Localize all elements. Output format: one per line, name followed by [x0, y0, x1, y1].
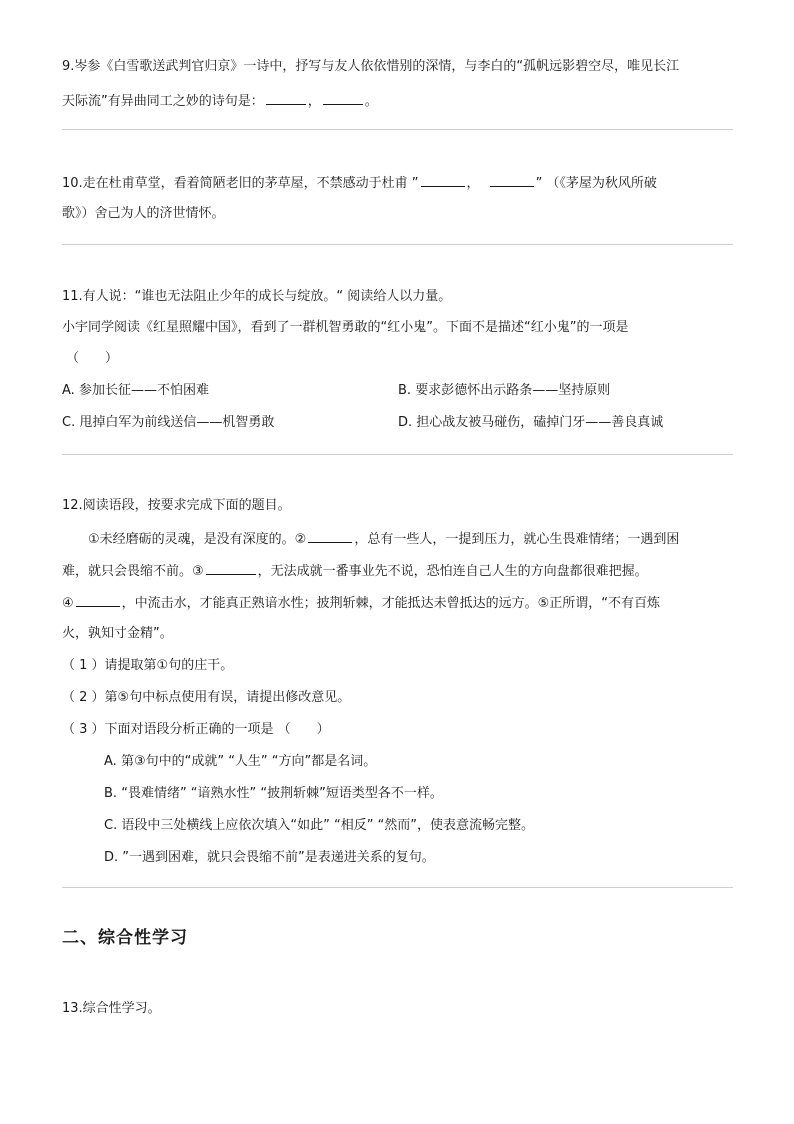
q11-answer-paren: （ ）	[66, 351, 119, 366]
q11-line-1: 11.有人说：“谁也无法阻止少年的成长与绽放。“ 阅读给人以力量。	[62, 289, 452, 304]
q12-option-a[interactable]	[104, 753, 376, 771]
section-heading: 二、综合性学习	[62, 928, 188, 948]
passage-text: ④	[62, 596, 74, 611]
q12-option-b[interactable]	[104, 785, 443, 803]
q10-line-2: 歌》）舍己为人的济世情怀。	[62, 206, 225, 221]
q12-passage-line-2	[62, 561, 648, 581]
q11-line-2: 小宇同学阅读《红星照耀中国》，看到了一群机智勇敢的“红小鬼”。下面不是描述“红小鬼”的一项是	[62, 320, 629, 335]
q9-separator: ，	[307, 94, 321, 109]
q12-passage-line-4: 火，孰知寸金精”。	[62, 626, 173, 641]
q12-blank-3[interactable]	[206, 561, 256, 575]
option-text: “畏难情绪” “谙熟水性” “披荆斩棘”短语类型各不一样。	[121, 786, 443, 801]
q12-passage-line-3	[62, 593, 660, 613]
q10-line-1	[62, 173, 657, 193]
q9-blank-1[interactable]	[266, 91, 306, 105]
divider	[62, 129, 733, 130]
q11-option-d[interactable]	[398, 414, 663, 432]
q9-line-2-text: 天际流”有异曲同工之妙的诗句是：	[62, 94, 264, 109]
divider	[62, 244, 733, 245]
q11-option-a[interactable]	[62, 382, 209, 400]
q9-line-2	[62, 91, 378, 111]
q10-separator: ，	[466, 176, 480, 191]
q12-title: 12.阅读语段，按要求完成下面的题目。	[62, 498, 291, 513]
q12-passage-line-1	[88, 529, 679, 549]
q12-sub-question-2: （ 2 ）第⑤句中标点使用有误，请提出修改意见。	[62, 690, 351, 705]
divider	[62, 887, 733, 888]
passage-text: ，中流击水，才能真正熟谙水性；披荆斩棘，才能抵达未曾抵达的远方。⑤正所谓，“不有百炼	[121, 596, 661, 611]
option-text: 担心战友被马碰伤，磕掉门牙——善良真诚	[416, 415, 664, 430]
q12-blank-4[interactable]	[76, 593, 120, 607]
option-text: 语段中三处横线上应依次填入“如此” “相反” “然而”，使表意流畅完整。	[121, 818, 535, 833]
q10-line-1-end: ” （《茅屋为秋风所破	[535, 176, 657, 191]
q12-blank-2[interactable]	[308, 529, 352, 543]
passage-text: ①未经磨砺的灵魂，是没有深度的。②	[88, 532, 307, 547]
divider	[62, 454, 733, 455]
q13-title: 13.综合性学习。	[62, 1001, 161, 1016]
q9-line-1: 9.岑参《白雪歌送武判官归京》一诗中，抒写与友人依依惜别的深情，与李白的“孤帆远影碧空尽，唯见长江	[62, 59, 680, 74]
option-text: 甩掉白军为前线送信——机智勇敢	[79, 415, 275, 430]
q9-end: 。	[364, 94, 378, 109]
passage-text: 难，就只会畏缩不前。③	[62, 564, 204, 579]
option-text: 第③句中的“成就” “人生” “方向”都是名词。	[120, 754, 377, 769]
q9-blank-2[interactable]	[323, 91, 363, 105]
option-text: ”一遇到困难，就只会畏缩不前”是表递进关系的复句。	[122, 850, 435, 865]
q11-option-c[interactable]	[62, 414, 274, 432]
q12-option-d[interactable]	[104, 849, 435, 867]
passage-text: ，总有一些人，一提到压力，就心生畏难情绪；一遇到困	[354, 532, 680, 547]
option-label: C.	[104, 818, 118, 833]
option-label: C.	[62, 415, 76, 430]
option-label: A.	[62, 383, 75, 398]
option-label: D.	[104, 850, 119, 865]
option-text: 要求彭德怀出示路条——坚持原则	[415, 383, 611, 398]
option-label: A.	[104, 754, 117, 769]
q11-option-b[interactable]	[398, 382, 610, 400]
q10-line-1-start: 10.走在杜甫草堂，看着简陋老旧的茅草屋，不禁感动于杜甫 ”	[62, 176, 419, 191]
q12-option-c[interactable]	[104, 817, 534, 835]
option-label: B.	[398, 383, 412, 398]
q12-sub-question-1: （ 1 ）请提取第①句的庄干。	[62, 658, 234, 673]
q10-blank-2[interactable]	[490, 173, 534, 187]
option-label: D.	[398, 415, 413, 430]
option-text: 参加长征——不怕困难	[78, 383, 209, 398]
q12-sub-question-3: （ 3 ）下面对语段分析正确的一项是 （ ）	[62, 722, 330, 737]
passage-text: ，无法成就一番事业先不说，恐怕连自己人生的方向盘都很难把握。	[257, 564, 648, 579]
option-label: B.	[104, 786, 118, 801]
q10-blank-1[interactable]	[421, 173, 465, 187]
